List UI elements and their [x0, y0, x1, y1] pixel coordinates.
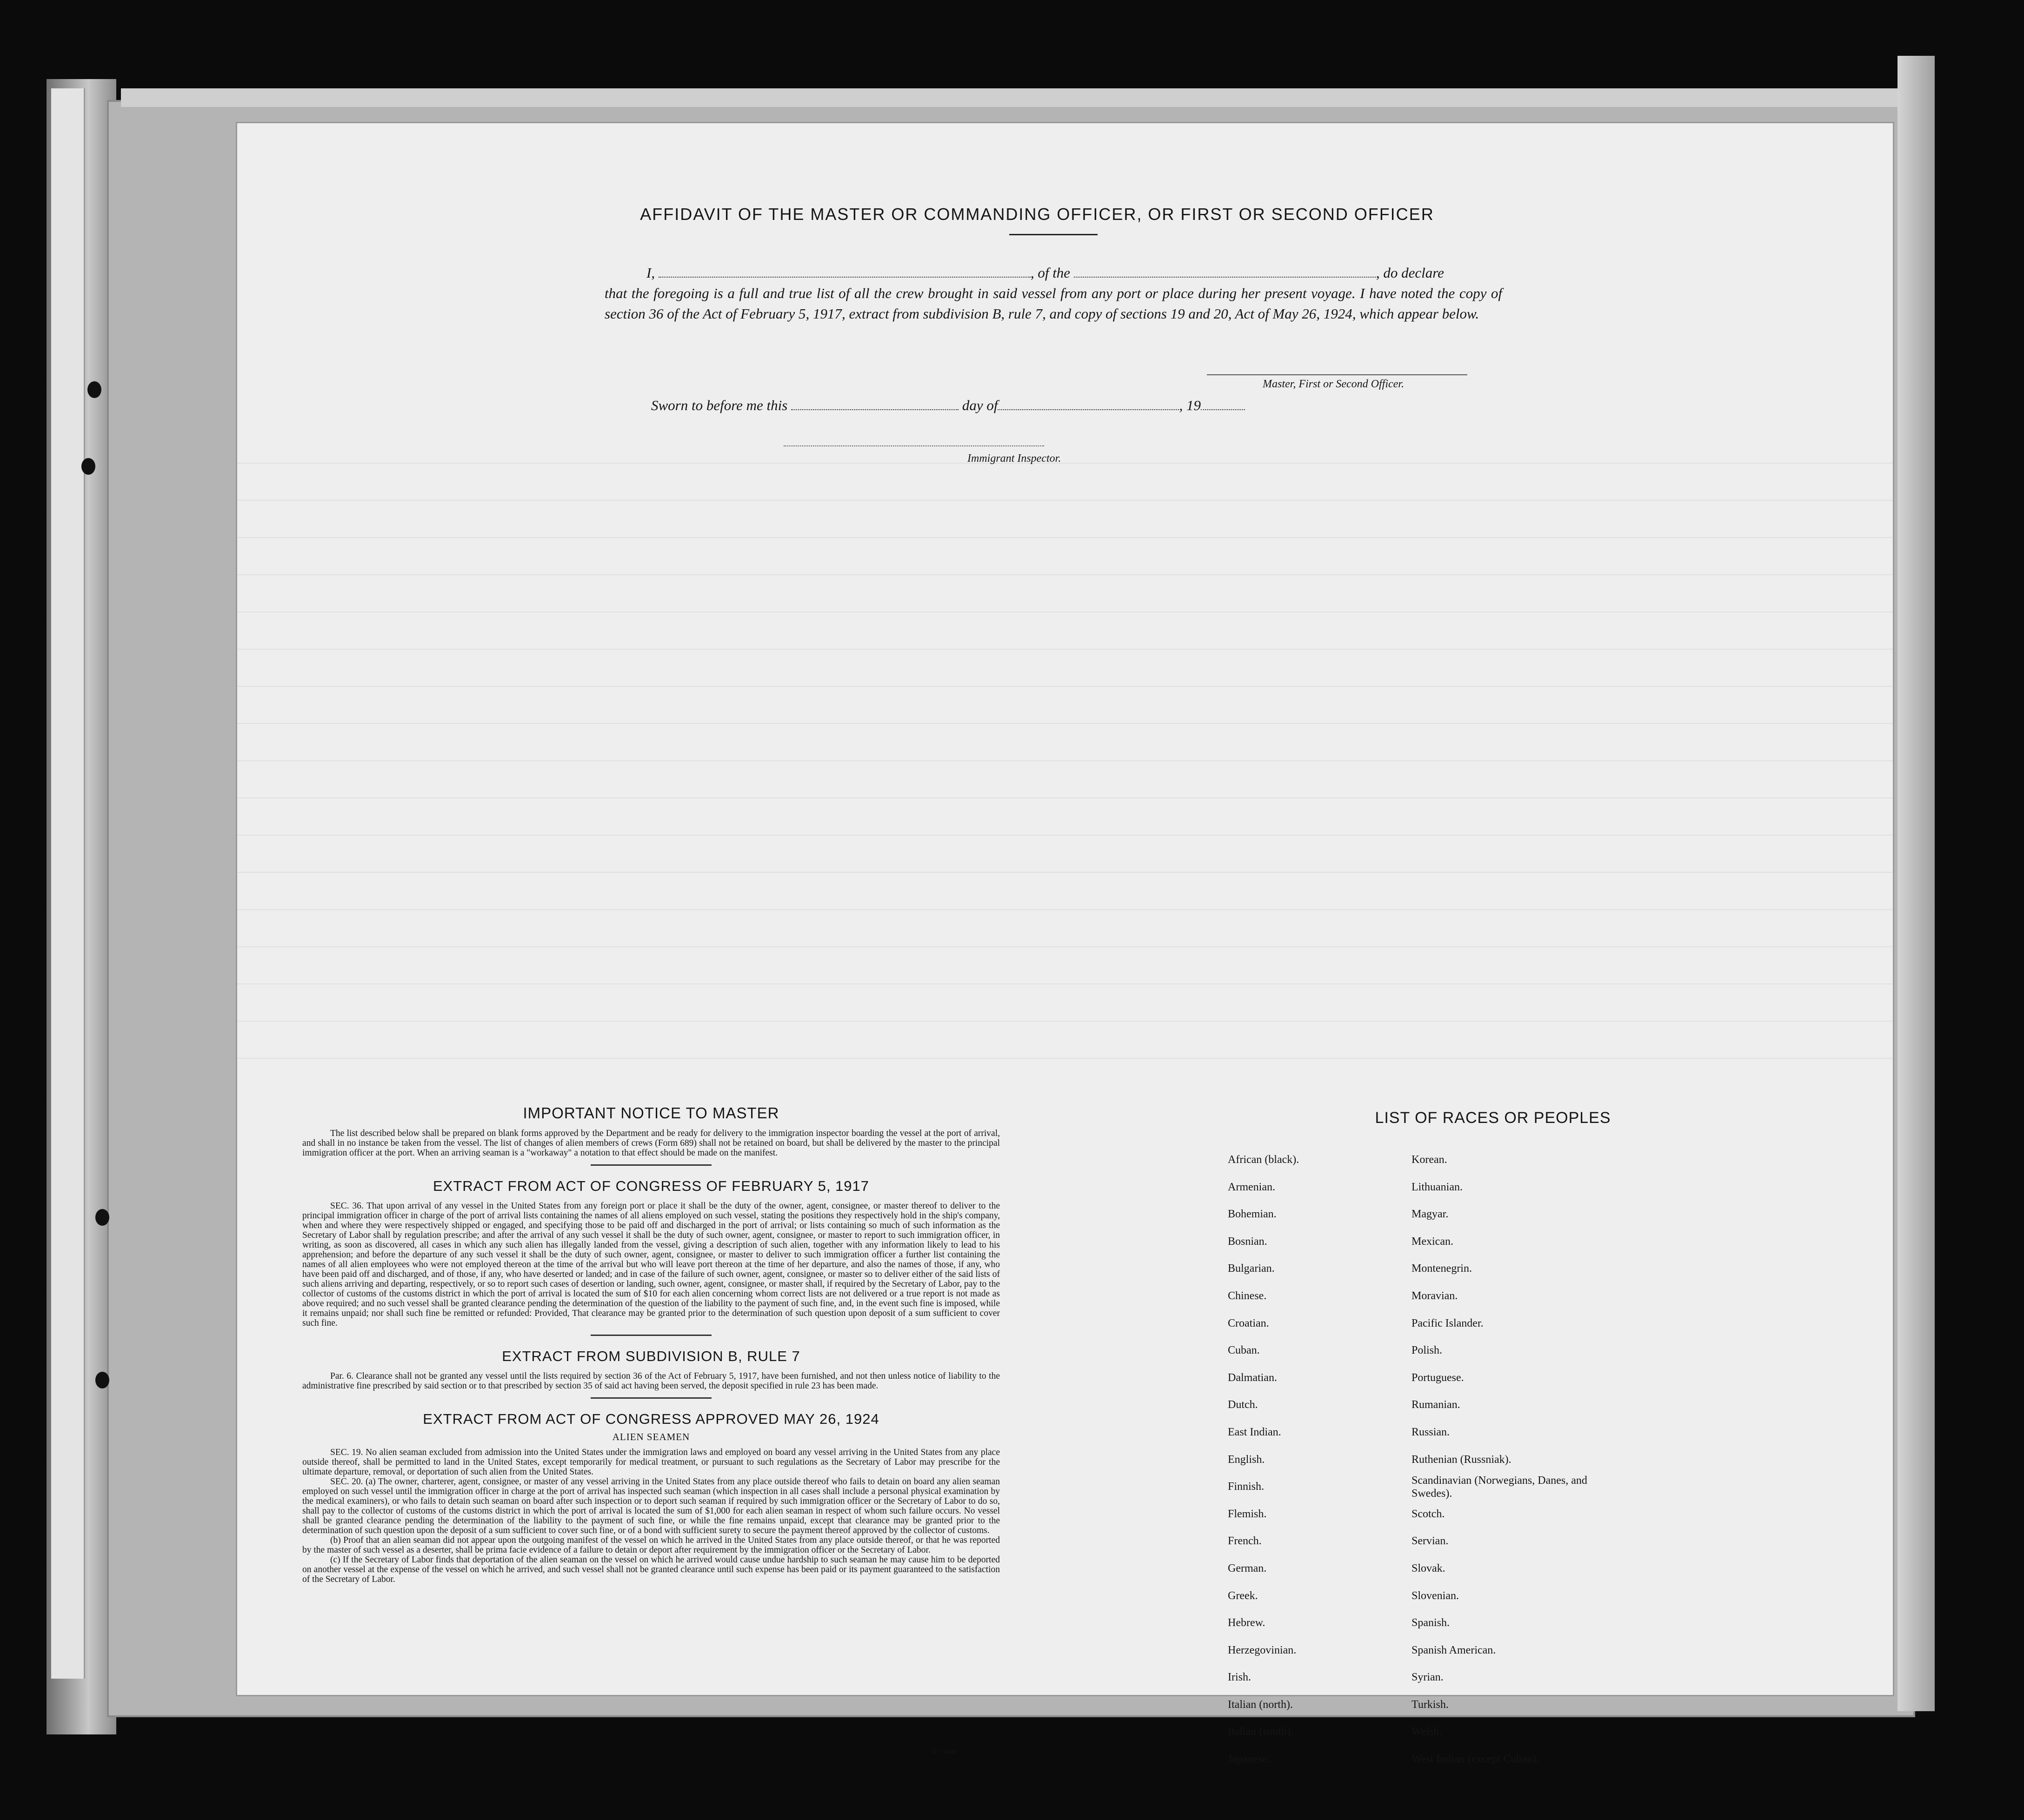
race-item: Greek. [1228, 1589, 1258, 1602]
extract-1924-subtitle: ALIEN SEAMEN [612, 1431, 690, 1442]
sec20a-text: SEC. 20. (a) The owner, charterer, agent, consignee, or master of any vessel arriving in the United States from any place outside thereof who fails to detain on board any alien seaman employed on such vessel until the immigration officer in charge at the port of arrival has inspected such seaman (which inspection in all cases shall include a personal physical examination by the medical examiners), or who fails to detain such seaman on board after such inspection or to deport such seaman if required by such immigration officer or the Secretary of Labor to do so, shall pay to the collector of customs of the customs district in which the port of arrival is located the sum of $1,000 for each alien seaman in respect of whom such failure occurs. No vessel shall be granted clearance pending the determination of the liability to the payment of such fine, or while the fine remains unpaid, except that clearance may be granted prior to the determination of such question upon the deposit of a sum sufficient to cover such fine, or of a bond with sufficient surety to secure the payment thereof approved by the collector of customs. [302, 1477, 1000, 1535]
race-item: Lithuanian. [1411, 1181, 1463, 1193]
sworn-line [651, 395, 1245, 414]
underlying-sheet-top [121, 88, 1916, 107]
sworn-prefix: Sworn to before me this [651, 397, 788, 413]
race-item: Polish. [1411, 1344, 1443, 1357]
form-number: 14—1240 [930, 1748, 956, 1755]
race-item: German. [1228, 1562, 1267, 1574]
left-paper-strip [51, 88, 85, 1679]
race-item: Servian. [1411, 1535, 1449, 1548]
race-item: Mexican. [1411, 1235, 1453, 1248]
notice-title: IMPORTANT NOTICE TO MASTER [523, 1104, 779, 1122]
races-column-2 [1411, 1146, 1625, 1773]
section-rule [591, 1335, 712, 1336]
vessel-fill-line[interactable] [1074, 263, 1376, 278]
binder-right-edge [1898, 56, 1935, 1711]
race-item: Slovenian. [1411, 1589, 1459, 1602]
affidavit-of-the: , of the [1030, 265, 1071, 281]
extract-rule7-title: EXTRACT FROM SUBDIVISION B, RULE 7 [502, 1348, 800, 1364]
race-item: West Indian (except Cuban). [1411, 1753, 1539, 1766]
race-item: African (black). [1228, 1154, 1299, 1166]
race-item: Scotch. [1411, 1508, 1445, 1520]
sec19-text: SEC. 19. No alien seaman excluded from admission into the United States under the immigration laws and employed on board any vessel arriving in the United States from any place outside thereof, shall be permitted to land in the United States, except temporarily for medical treatment, or pursuant to such regulations as the Secretary of Labor may prescribe for the ultimate departure, removal, or deportation of such alien from the United States. [302, 1448, 1000, 1477]
race-item: Pacific Islander. [1411, 1317, 1484, 1329]
master-caption: Master, First or Second Officer. [1263, 378, 1404, 390]
ghost-line [237, 983, 1893, 984]
race-item: Cuban. [1228, 1344, 1260, 1357]
race-item: Ruthenian (Russniak). [1411, 1453, 1511, 1466]
ghost-line [237, 909, 1893, 910]
ghost-line [237, 835, 1893, 836]
race-item: Russian. [1411, 1426, 1450, 1438]
race-item: Croatian. [1228, 1317, 1269, 1329]
punch-hole [81, 458, 95, 475]
section-rule [591, 1397, 712, 1399]
race-item: Bulgarian. [1228, 1262, 1275, 1275]
race-item: Syrian. [1411, 1671, 1444, 1684]
race-item: Chinese. [1228, 1289, 1267, 1302]
race-item: Korean. [1411, 1154, 1447, 1166]
master-signature-line[interactable] [1207, 374, 1467, 375]
race-item: Spanish. [1411, 1617, 1450, 1629]
sworn-day-of: day of [962, 397, 998, 413]
section-rule [591, 1164, 712, 1166]
extract-1924-title: EXTRACT FROM ACT OF CONGRESS APPROVED MAY 26, 1924 [423, 1411, 879, 1427]
sworn-year-fill[interactable] [1201, 395, 1245, 410]
race-item: Slovak. [1411, 1562, 1445, 1574]
sworn-day-fill[interactable] [791, 395, 959, 410]
race-item: Bohemian. [1228, 1208, 1277, 1221]
race-item: Portuguese. [1411, 1371, 1464, 1384]
race-item: Herzegovinian. [1228, 1644, 1297, 1656]
race-item: Montenegrin. [1411, 1262, 1472, 1275]
ghost-line [237, 946, 1893, 947]
ghost-line [237, 649, 1893, 650]
sworn-year: , 19 [1179, 397, 1201, 413]
ghost-line [237, 686, 1893, 687]
race-item: Spanish American. [1411, 1644, 1496, 1656]
race-item: Italian (north). [1228, 1698, 1293, 1711]
ghost-line [237, 872, 1893, 873]
ghost-line [237, 537, 1893, 538]
punch-hole [95, 1209, 109, 1226]
punch-hole [87, 381, 101, 398]
ghost-line [237, 611, 1893, 612]
manifest-page [237, 123, 1893, 1766]
race-item: Bosnian. [1228, 1235, 1267, 1248]
affidavit-body [605, 263, 1502, 324]
affidavit-i: I, [646, 265, 655, 281]
extract-1917-title: EXTRACT FROM ACT OF CONGRESS OF FEBRUARY 5, 1917 [433, 1178, 870, 1194]
races-title: LIST OF RACES OR PEOPLES [1375, 1109, 1611, 1127]
race-item: Dutch. [1228, 1399, 1258, 1411]
inspector-caption: Immigrant Inspector. [967, 452, 1061, 465]
race-item: Dalmatian. [1228, 1371, 1277, 1384]
affidavit-do-declare: , do declare [1376, 265, 1444, 281]
notice-text: The list described below shall be prepared on blank forms approved by the Department and be ready for delivery to the immigration inspector boarding the vessel at the port of arrival, and shall in no instance be taken from the vessel. The list of changes of alien members of crews (Form 689) shall not be retained on board, but shall be delivered by the master to the principal immigration officer at the port. When an arriving seaman is a "workaway" a notation to that effect should be made on the manifest. [302, 1129, 1000, 1158]
extract-rule7-text: Par. 6. Clearance shall not be granted any vessel until the lists required by section 36 of the Act of February 5, 1917, have been furnished, and not then unless notice of liability to the administrative fine prescribed by said section or to that prescribed by section 35 of said act having been served, the deposit specified in rule 23 has been made. [302, 1371, 1000, 1391]
races-column-1 [1228, 1146, 1395, 1773]
name-fill-line[interactable] [659, 263, 1031, 278]
sec20b-text: (b) Proof that an alien seaman did not appear upon the outgoing manifest of the vessel on which he arrived in the United States from any place outside thereof, or that he was reported by the master of such vessel as a deserter, shall be prima facie evidence of a failure to detain or deport after requirement by the immigration officer or the Secretary of Labor. [302, 1535, 1000, 1555]
race-item: English. [1228, 1453, 1265, 1466]
race-item: Finnish. [1228, 1481, 1265, 1493]
race-item: Irish. [1228, 1671, 1251, 1684]
inspector-signature-line[interactable] [784, 445, 1044, 446]
race-item: Armenian. [1228, 1181, 1275, 1193]
race-item: Hebrew. [1228, 1617, 1265, 1629]
ghost-line [237, 463, 1893, 464]
sec20c-text: (c) If the Secretary of Labor finds that deportation of the alien seaman on the vessel on which he arrived would cause undue hardship to such seaman he may cause him to be deported on another vessel at the expense of the vessel on which he arrived, and such vessel shall not be granted clearance until such expense has been paid or its payment guaranteed to the satisfaction of the Secretary of Labor. [302, 1555, 1000, 1584]
race-item: Welsh. [1411, 1726, 1442, 1738]
race-item: Magyar. [1411, 1208, 1449, 1221]
ghost-line [237, 500, 1893, 501]
punch-hole [95, 1372, 109, 1388]
ghost-line [237, 1021, 1893, 1022]
ghost-line [237, 1058, 1893, 1059]
race-item: Moravian. [1411, 1289, 1458, 1302]
affidavit-title: AFFIDAVIT OF THE MASTER OR COMMANDING OFFICER, OR FIRST OR SECOND OFFICER [640, 205, 1434, 224]
race-item: Scandinavian (Norwegians, Danes, and Swedes). [1411, 1475, 1587, 1500]
affidavit-text: that the foregoing is a full and true list of all the crew brought in said vessel from any port or place during her present voyage. I have noted the copy of section 36 of the Act of February 5, 1917, extract from subdivision B, rule 7, and copy of sections 19 and 20, Act of May 26, 1924, which appear below. [605, 285, 1502, 322]
notices-column [302, 1104, 1000, 1584]
title-rule [1009, 234, 1098, 235]
race-item: Rumanian. [1411, 1399, 1460, 1411]
race-item: Italian (south). [1228, 1726, 1294, 1738]
sworn-month-fill[interactable] [998, 395, 1179, 410]
race-item: Flemish. [1228, 1508, 1267, 1520]
extract-1917-text: SEC. 36. That upon arrival of any vessel in the United States from any foreign port or place it shall be the duty of the owner, agent, consignee, or master thereof to deliver to the principal immigration officer in charge of the port of arrival lists containing the names of all aliens employed on such vessel, stating the positions they respectively hold in the ship's company, when and where they were respectively shipped or engaged, and specifying those to be paid off and discharged in the port of arrival; or lists containing so much of such information as the Secretary of Labor shall by regulation prescribe; and after the arrival of any such vessel it shall be the duty of such owner, agent, consignee, or master to report to such immigration officer, in writing, as soon as discovered, all cases in which any such alien has illegally landed from the vessel, giving a description of such alien, together with any information likely to lead to his apprehension; and before the departure of any such vessel it shall be the duty of such owner, agent, consignee, or master to deliver to such immigration officer a further list containing the names of all alien employees who were not employed thereon at the time of the arrival but who will leave port thereon at the time of her departure, and also the names of those, if any, who have been paid off and discharged, and of those, if any, who have deserted or landed; and in case of the failure of such owner, agent, consignee, or master so to deliver either of the said lists of such aliens arriving and departing, respectively, or so to report such cases of desertion or landing, such owner, agent, consignee, or master shall, if required by the Secretary of Labor, pay to the collector of customs of the customs district in which the port of arrival is located the sum of $10 for each alien concerning whom correct lists are not delivered or a true report is not made as above required; and no such vessel shall be granted clearance pending the determination of the question of the liability to the payment of such fine, and, in the event such fine is imposed, while it remains unpaid; nor shall such fine be remitted or refunded: Provided, That clearance may be granted prior to the determination of such question upon deposit of a sum sufficient to cover such fine. [302, 1201, 1000, 1328]
ghost-line [237, 760, 1893, 761]
race-item: Turkish. [1411, 1698, 1449, 1711]
ghost-line [237, 797, 1893, 798]
ghost-line [237, 574, 1893, 575]
race-item: East Indian. [1228, 1426, 1281, 1438]
ghost-line [237, 723, 1893, 724]
affidavit-line-1 [605, 263, 1502, 283]
race-item: French. [1228, 1535, 1262, 1548]
race-item: Japanese. [1228, 1753, 1271, 1766]
